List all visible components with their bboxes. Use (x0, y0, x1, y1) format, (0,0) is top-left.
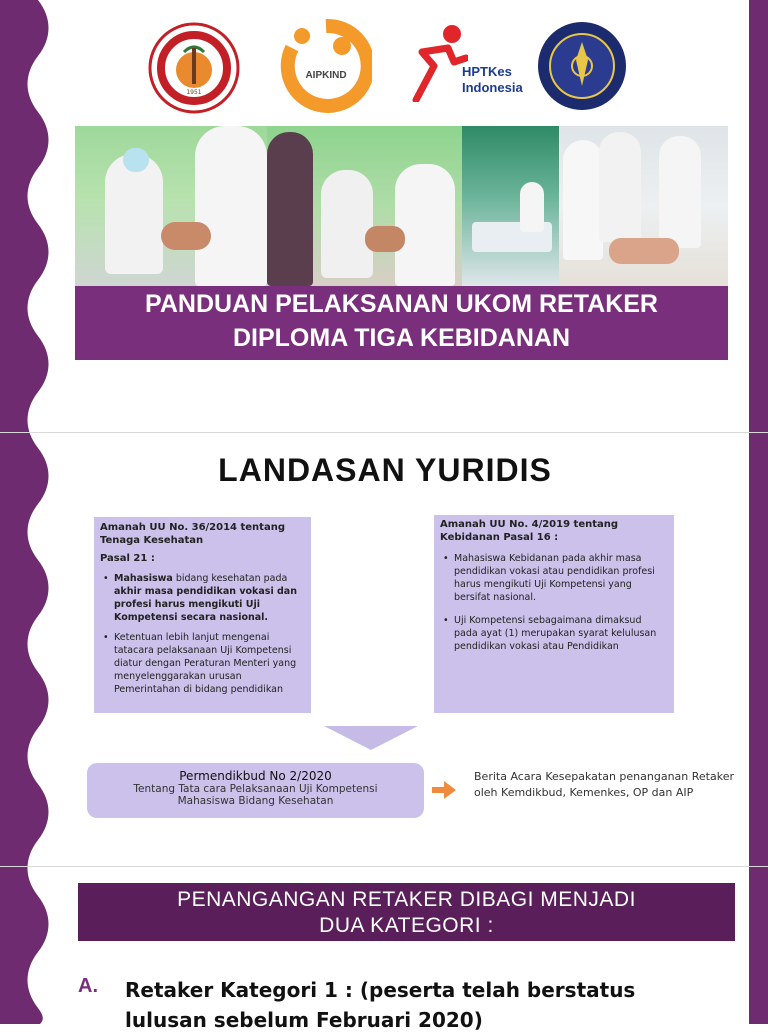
ibi-logo (148, 22, 240, 114)
slide3-heading-line1: PENANGANGAN RETAKER DIBAGI MENJADI (177, 888, 636, 911)
left-wave-border (0, 0, 60, 1024)
down-arrow-icon (324, 726, 418, 750)
permendikbud-subtitle (87, 783, 424, 807)
midwife-training-photo (75, 126, 267, 286)
uu-36-bullet-1-plain: bidang kesehatan pada (172, 573, 288, 584)
uu-36-2014-box (94, 517, 311, 713)
slide3-heading-box (78, 883, 735, 941)
slide-divider (0, 866, 768, 867)
midwife-training-photo (267, 126, 462, 286)
item-a-text: Retaker Kategori 1 : (peserta telah berstatus lulusan sebelum Februari 2020) (125, 978, 636, 1032)
poltekkes-logo (536, 20, 628, 112)
uu-36-heading: Amanah UU No. 36/2014 tentang Tenaga Kesehatan (100, 522, 285, 546)
right-arrow-icon (432, 781, 456, 799)
uu-36-bullet-1 (100, 572, 305, 624)
hptkes-text (462, 64, 523, 96)
uu-4-heading: Amanah UU No. 4/2019 tentang Kebidanan Pasal 16 : (440, 519, 619, 543)
aipkind-label: AIPKIND (305, 70, 347, 81)
slide3-heading-line2: DUA KATEGORI : (319, 914, 494, 937)
uu-4-bullet-2: • Uji Kompetensi sebagaimana dimaksud pada ayat (1) merupakan syarat kelulusan pendidikan vokasi atau Pendidikan (440, 614, 668, 653)
uu-36-bullet-1-bold-a: Mahasiswa (114, 573, 173, 584)
slide1-title-line1: PANDUAN PELAKSANAN UKOM RETAKER (145, 290, 658, 318)
logo-row (140, 14, 628, 116)
item-a-marker: A. (78, 975, 98, 997)
photo-strip (75, 126, 728, 286)
hptkes-line1: HPTKes (462, 64, 512, 79)
berita-acara-text: Berita Acara Kesepakatan penanganan Retaker oleh Kemdikbud, Kemenkes, OP dan AIP (474, 770, 734, 799)
hptkes-logo (408, 22, 538, 112)
newborn-care-photo (559, 126, 728, 286)
right-purple-strip (749, 0, 768, 1024)
slide2-title: LANDASAN YURIDIS (218, 452, 552, 488)
uu-36-bullet-1-bold-b: akhir masa pendidikan vokasi dan profesi harus mengikuti Uji Kompetensi secara nasional. (114, 586, 297, 623)
hptkes-line2: Indonesia (462, 80, 523, 95)
aipkind-logo (280, 18, 372, 114)
slide1-title-banner (75, 286, 728, 360)
hospital-bed-photo (462, 126, 559, 286)
uu-4-2019-box (434, 515, 674, 713)
uu-36-bullet-2: • Ketentuan lebih lanjut mengenai tatacara pelaksanaan Uji Kompetensi diatur dengan Peraturan Menteri yang menyelenggarakan urusan Pemerintahan di bidang pendidikan (100, 631, 305, 696)
uu-36-pasal: Pasal 21 : (100, 553, 155, 564)
permendikbud-sub-line1: Tentang Tata cara Pelaksanaan Uji Kompetensi (133, 783, 378, 795)
slide1-title-line2: DIPLOMA TIGA KEBIDANAN (232, 324, 571, 352)
permendikbud-box (87, 763, 424, 818)
permendikbud-title: Permendikbud No 2/2020 (179, 769, 332, 783)
uu-4-bullet-1: • Mahasiswa Kebidanan pada akhir masa pendidikan vokasi atau pendidikan profesi harus mengikuti Uji Kompetensi yang bersifat nasional. (440, 552, 668, 604)
running-figure-icon (408, 22, 468, 102)
permendikbud-sub-line2: Mahasiswa Bidang Kesehatan (177, 795, 334, 807)
slide-divider (0, 432, 768, 433)
svg-text:1951: 1951 (186, 89, 202, 96)
